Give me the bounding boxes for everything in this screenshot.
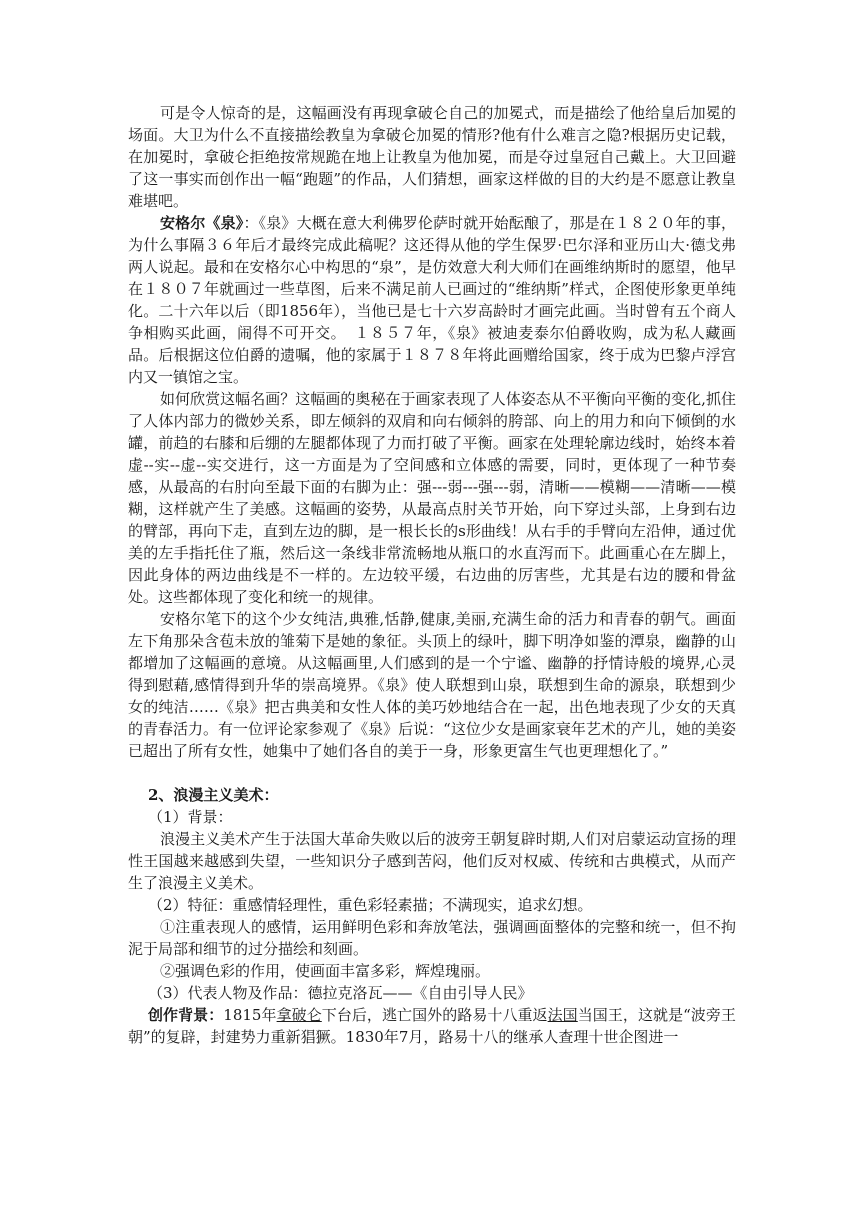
creation-pre: 1815年 [223,1006,277,1024]
spring-heading: 安格尔《泉》 [160,214,244,232]
paragraph-coronation: 可是令人惊奇的是，这幅画没有再现拿破仑自己的加冕式，而是描绘了他给皇后加冕的场面。大卫为什么不直接描绘教皇为拿破仑加冕的情形?他有什么难言之隐?根据历史记载，在加冕时，拿破仑拒绝按常规跪在地上让教皇为他加冕，而是夺过皇冠自己戴上。大卫回避了这一事实而创作出一幅“跑题”的作品，人们猜想，画家这样做的目的大约是不愿意让教皇难堪吧。 [128,104,736,210]
paragraph-appreciation: 如何欣赏这幅名画？这幅画的奥秘在于画家表现了人体姿态从不平衡向平衡的变化,抓住了人体内部力的微妙关系，即左倾斜的双肩和向右倾斜的胯部、向上的用力和向下倾倒的水罐，前趋的右膝和后绷的左腿都体现了力而打破了平衡。画家在处理轮廓边线时，始终本着虚--实--虚--实交进行，这一方面是为了空间感和立体感的需要，同时，更体现了一种节奏感，从最高的右肘向至最下面的右脚为止：强---弱---强---弱，清晰——模糊——清晰——模糊，这样就产生了美感。这幅画的姿势，从最高点肘关节开始，向下穿过头部，上身到右边的臂部，再向下走，直到左边的脚，是一根长长的s形曲线！从右手的手臂向左沿伸，通过优美的左手指托住了瓶，然后这一条线非常流畅地从瓶口的水直泻而下。此画重心在左脚上，因此身体的两边曲线是不一样的。左边较平缓，右边曲的厉害些，尤其是右边的腰和骨盆处。这些都体现了变化和统一的规律。 [128,390,736,606]
background-text: 浪漫主义美术产生于法国大革命失败以后的波旁王朝复辟时期,人们对启蒙运动宣扬的理性王国越来越感到失望，一些知识分子感到苦闷，他们反对权威、传统和古典模式，从而产生了浪漫主义美术。 [128,830,736,892]
napoleon-link[interactable]: 拿破仑 [276,1006,322,1024]
representative-line: （3）代表人物及作品：德拉克洛瓦——《自由引导人民》 [148,984,533,1002]
paragraph-girl-description: 安格尔笔下的这个少女纯洁,典雅,恬静,健康,美丽,充满生命的活力和青春的朝气。画面左下角那朵含苞未放的雏菊下是她的象征。头顶上的绿叶，脚下明净如鉴的潭泉，幽静的山都增加了这幅画的意境。从这幅画里,人们感到的是一个宁谧、幽静的抒情诗般的境界,心灵得到慰藉,感情得到升华的崇高境界。《泉》使人联想到山泉，联想到生命的源泉，联想到少女的纯洁……《泉》把古典美和女性人体的美巧妙地结合在一起，出色地表现了少女的天真的青春活力。有一位评论家参观了《泉》后说：“这位少女是画家衰年艺术的产儿，她的美姿已超出了所有女性，她集中了她们各自的美于一身，形象更富生气也更理想化了。” [128,610,736,760]
section-title-romanticism: 2、浪漫主义美术： [148,786,279,804]
features-line: （2）特征：重感情轻理性，重色彩轻素描；不满现实，追求幻想。 [148,896,593,914]
creation-rest: 当国王，这就是“波旁王朝”的复辟，封建势力重新猖獗。1830年7月，路易十八的继承人查理十世企图进一 [128,1006,736,1046]
background-label: （1）背景： [148,808,233,826]
creation-label: 创作背景： [148,1006,224,1024]
creation-background [128,1004,736,1048]
feature-item-1: ①注重表现人的感情，运用鲜明色彩和奔放笔法，强调画面整体的完整和统一，但不拘泥于局部和细节的过分描绘和刻画。 [128,918,736,958]
france-link[interactable]: 法国 [547,1006,578,1024]
spring-history-text: ：《泉》大概在意大利佛罗伦萨时就开始酝酿了，那是在１８２０年的事，为什么事隔３６年后才最终完成此稿呢？这还得从他的学生保罗·巴尔泽和亚历山大·德戈弗两人说起。最和在安格尔心中构思的“泉”，是仿效意大利大师们在画维纳斯时的愿望，他早在１８０７年就画过一些草图，后来不满足前人已画过的“维纳斯”样式，企图使形象更单纯化。二十六年以后（即1856年），当他已是七十六岁高龄时才画完此画。当时曾有五个商人争相购买此画，闹得不可开交。 １８５７年，《泉》被迪麦泰尔伯爵收购，成为私人藏画品。后根据这位伯爵的遗嘱，他的家属于１８７８年将此画赠给国家，终于成为巴黎卢浮宫内又一镇馆之宝。 [128,214,736,386]
feature-item-2: ②强调色彩的作用，使画面丰富多彩，辉煌瑰丽。 [160,962,491,980]
creation-mid: 下台后，逃亡国外的路易十八重返 [321,1006,548,1024]
paragraph-spring-history [128,212,736,388]
